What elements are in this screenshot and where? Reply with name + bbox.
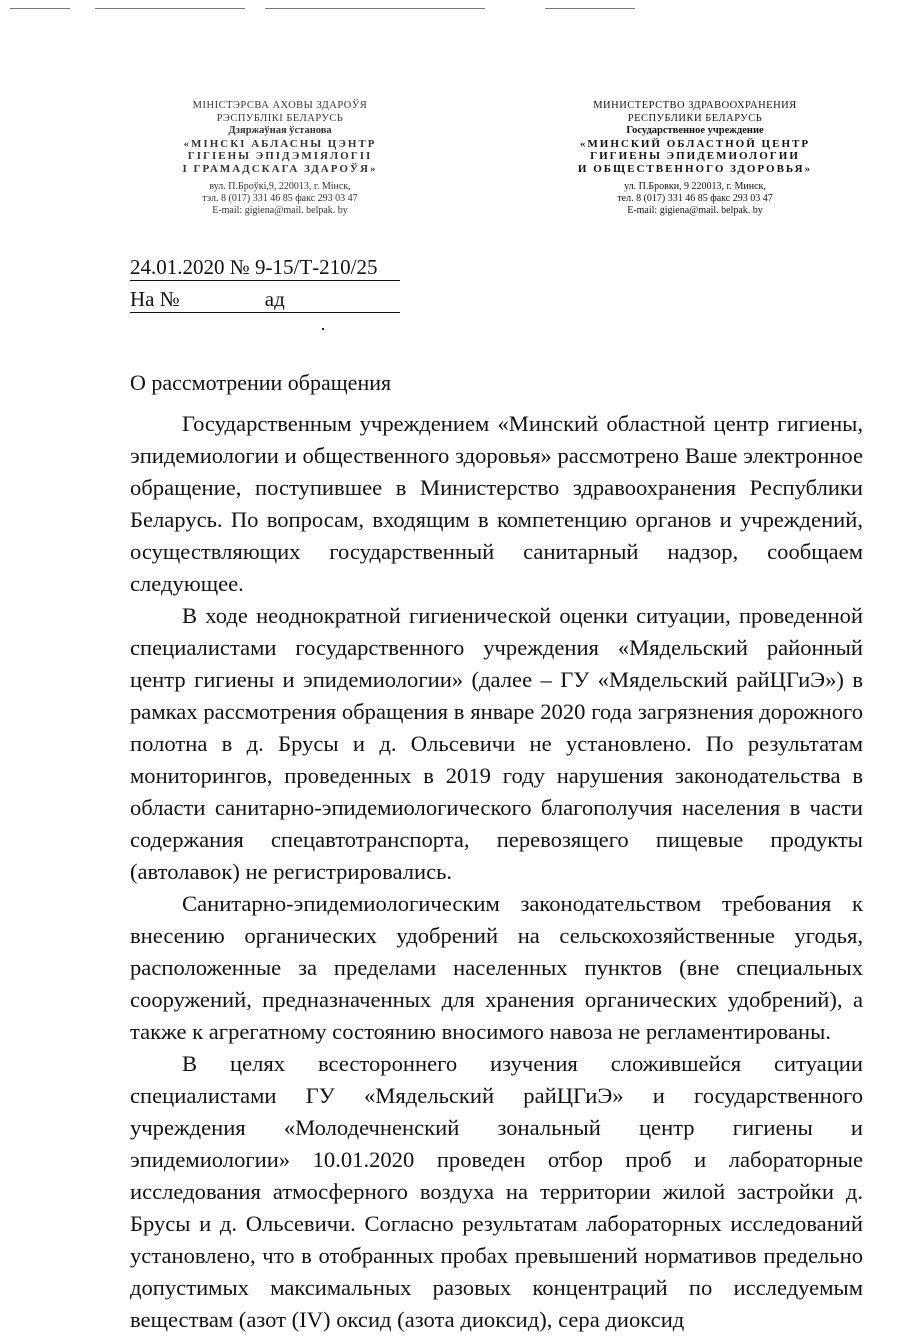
reference-value: ад — [264, 287, 285, 311]
institution-name-line: И ОБЩЕСТВЕННОГО ЗДОРОВЬЯ» — [577, 162, 813, 175]
date-number: 24.01.2020 № 9-15/Т-210/25 — [130, 255, 400, 281]
scan-artifact — [95, 8, 245, 9]
reference-number — [130, 287, 400, 313]
email: E-mail: gigiena@mail. belpak. by — [627, 205, 763, 216]
letter-subject: О рассмотрении обращения — [130, 370, 392, 395]
address: вул. П.Броўкі,9, 220013, г. Мінск, — [209, 181, 351, 192]
address: ул. П.Бровки, 9 220013, г. Минск, — [624, 181, 766, 192]
phone: тел. 8 (017) 331 46 85 факс 293 03 47 — [617, 193, 773, 204]
paragraph: Государственным учреждением «Минский областной центр гигиены, эпидемиологии и общественного здоровья» рассмотрено Ваше электронное обращение, поступившее в Министерство здравоохранения Республики Беларусь. По вопросам, входящим в компетенцию органов и учреждений, осуществляющих государственный санитарный надзор, сообщаем следующее. — [130, 411, 863, 596]
scan-artifact — [265, 8, 485, 9]
paragraph: В ходе неоднократной гигиенической оценки ситуации, проведенной специалистами государственного учреждения «Мядельский районный центр гигиены и эпидемиологии» (далее – ГУ «Мядельский райЦГиЭ») в рамках рассмотрения обращения в январе 2020 года загрязнения дорожного полотна в д. Брусы и д. Ольсевичи не установлено. По результатам мониторингов, проведенных в 2019 году нарушения законодательства в области санитарно-эпидемиологического благополучия населения в части содержания спецавтотранспорта, перевозящего пищевые продукты (автолавок) не регистрировались. — [130, 603, 863, 884]
letter-body — [130, 408, 863, 1336]
email: E-mail: gigiena@mail. belpak. by — [212, 205, 348, 216]
institution-name-line: ГІГІЕНЫ ЭПІДЭМІЯЛОГІІ — [187, 150, 373, 162]
ministry-name: МИНИСТЕРСТВО ЗДРАВООХРАНЕНИЯ — [593, 100, 797, 111]
phone: тэл. 8 (017) 331 46 85 факс 293 03 47 — [202, 193, 358, 204]
scan-dot — [322, 328, 324, 330]
scan-artifact — [545, 8, 635, 9]
institution-name-line: І ГРАМАДСКАГА ЗДАРОЎЯ» — [182, 162, 378, 175]
republic-name: РЕСПУБЛИКИ БЕЛАРУСЬ — [627, 112, 763, 124]
institution-type: Государственное учреждение — [626, 125, 764, 136]
republic-name: РЭСПУБЛІКІ БЕЛАРУСЬ — [216, 112, 344, 124]
letterhead-russian — [545, 100, 845, 217]
scan-artifact — [10, 8, 70, 9]
reference-label: На № — [130, 287, 180, 311]
institution-name-line: «МИНСКИЙ ОБЛАСТНОЙ ЦЕНТР — [579, 137, 811, 150]
letterhead-belarusian — [165, 100, 395, 217]
institution-name-line: «МІНСКІ АБЛАСНЫ ЦЭНТР — [183, 137, 377, 150]
paragraph: В целях всестороннего изучения сложившейся ситуации специалистами ГУ «Мядельский райЦГиЭ» и государственного учреждения «Молодечненский зональный центр гигиены и эпидемиологии» 10.01.2020 проведен отбор проб и лабораторные исследования атмосферного воздуха на территории жилой застройки д. Брусы и д. Ольсевичи. Согласно результатам лабораторных исследований установлено, что в отобранных пробах превышений нормативов предельно допустимых максимальных разовых концентраций по исследуемым веществам (азот (IV) оксид (азота диоксид), сера диоксид — [130, 1051, 863, 1332]
institution-type: Дзяржаўная ўстанова — [228, 125, 332, 136]
institution-name-line: ГИГИЕНЫ ЭПИДЕМИОЛОГИИ — [590, 150, 800, 162]
ministry-name: МІНІСТЭРСВА АХОВЫ ЗДАРОЎЯ — [192, 100, 368, 111]
paragraph: Санитарно-эпидемиологическим законодательством требования к внесению органических удобрений на сельскохозяйственные угодья, расположенные за пределами населенных пунктов (вне специальных сооружений, предназначенных для хранения органических удобрений), а также к агрегатному состоянию вносимого навоза не регламентированы. — [130, 891, 863, 1044]
